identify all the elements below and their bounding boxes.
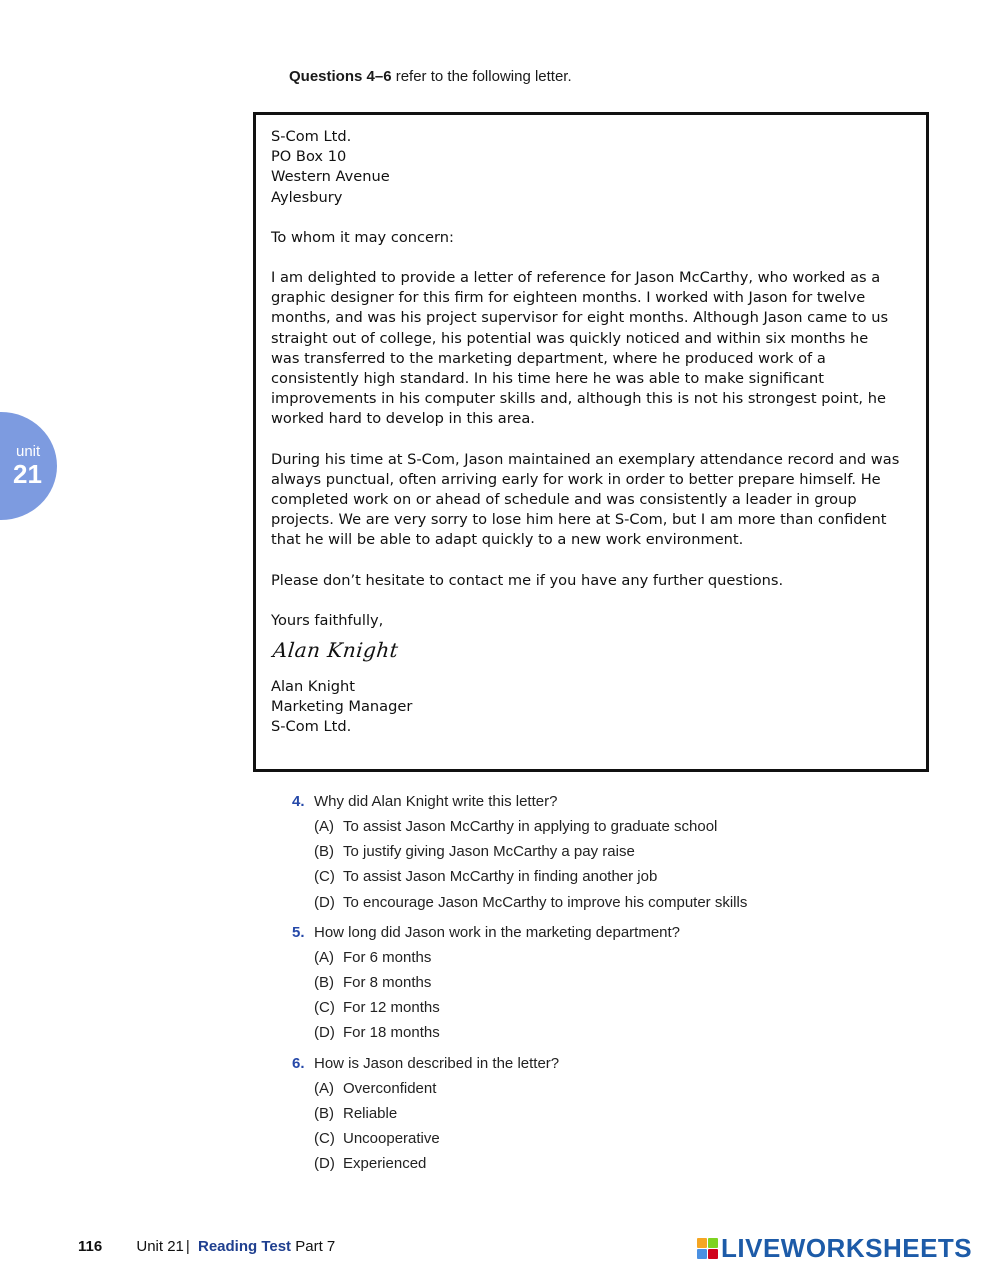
option-text: For 8 months [343,973,432,991]
page-number: 116 [78,1238,103,1255]
option-text: To assist Jason McCarthy in applying to graduate school [343,818,718,835]
option-letter: (C) [314,1129,335,1147]
liveworksheets-watermark [697,1233,972,1264]
option-text: Uncooperative [343,1129,440,1147]
option-letter: (B) [314,1104,334,1122]
footer-unit: Unit 21 [136,1238,184,1255]
liveworksheets-logo-icon [697,1238,718,1259]
watermark-text: LIVEWORKSHEETS [721,1233,973,1263]
letter-box [253,112,929,772]
option-letter: (A) [314,1079,334,1097]
footer-section: Reading Test [197,1238,292,1255]
address-line: Western Avenue [271,168,390,186]
salutation: To whom it may concern: [271,228,454,246]
closing: Yours faithfully, [271,611,384,629]
option-text: For 6 months [343,948,432,966]
option-text: For 18 months [343,1024,440,1042]
handwritten-signature: Alan Knight [271,638,400,663]
letter-body [271,127,919,738]
option-letter: (C) [314,868,335,886]
address-line: S-Com Ltd. [271,128,352,145]
option-letter: (A) [314,948,334,966]
paragraph-line: months, and was his project supervisor for eight months. Although Jason came to us [271,309,889,327]
instructions-text: refer to the following letter. [391,68,572,85]
option-text: To assist Jason McCarthy in finding another job [343,868,658,886]
option-text: Reliable [343,1104,398,1122]
option-letter: (D) [314,1155,335,1173]
option-letter: (A) [314,818,334,835]
paragraph-line: that he will be able to adapt quickly to a new work environment. [271,531,744,549]
paragraph-line: I am delighted to provide a letter of reference for Jason McCarthy, who worked as a [271,269,881,287]
paragraph-line: worked hard to develop in this area. [271,410,535,428]
option-text: To encourage Jason McCarthy to improve his computer skills [343,893,748,911]
paragraph-line: was transferred to the marketing department, where he produced work of a [271,349,826,367]
signoff-line: Alan Knight [271,678,355,696]
instructions-heading [289,68,572,85]
option-text: Experienced [343,1155,427,1173]
question-number: 4. [292,793,305,810]
paragraph-line: graphic designer for this firm for eighteen months. I worked with Jason for twelve [271,289,866,307]
footer-separator: | [185,1238,190,1255]
question-range-label: Questions 4–6 [289,68,392,85]
paragraph-line: During his time at S-Com, Jason maintained an exemplary attendance record and was [271,450,900,468]
signoff-line: S-Com Ltd. [271,718,352,736]
address-line: PO Box 10 [271,148,347,166]
page-footer [78,1238,335,1255]
paragraph-line: always punctual, often arriving early for work in order to better prepare himself. He [271,470,881,488]
address-line: Aylesbury [271,188,343,206]
paragraph-line: projects. We are very sorry to lose him here at S-Com, but I am more than confident [271,511,887,529]
question-text: How is Jason described in the letter? [314,1054,560,1072]
question-text: Why did Alan Knight write this letter? [314,793,558,810]
option-letter: (C) [314,999,335,1017]
footer-part: Part 7 [295,1238,336,1255]
option-text: Overconfident [343,1079,437,1097]
option-letter: (D) [314,893,335,911]
unit-tab-number: 21 [13,459,42,489]
option-letter: (D) [314,1024,335,1042]
paragraph-line: completed work on or ahead of schedule and was consistently a leader in group [271,491,857,509]
unit-tab-label: unit [16,443,41,460]
paragraph-line: Please don’t hesitate to contact me if you have any further questions. [271,571,784,589]
option-letter: (B) [314,973,334,991]
paragraph-line: consistently high standard. In his time here he was able to make significant [271,370,825,388]
option-letter: (B) [314,843,334,861]
option-text: To justify giving Jason McCarthy a pay raise [343,843,635,861]
option-text: For 12 months [343,999,440,1017]
question-number: 6. [292,1054,305,1072]
question-number: 5. [292,923,305,941]
paragraph-line: improvements in his computer skills and, although this is not his strongest point, he [271,390,886,408]
signoff-line: Marketing Manager [271,698,413,716]
paragraph-line: straight out of college, his potential was quickly noticed and within six months he [271,329,869,347]
question-text: How long did Jason work in the marketing department? [314,923,681,941]
